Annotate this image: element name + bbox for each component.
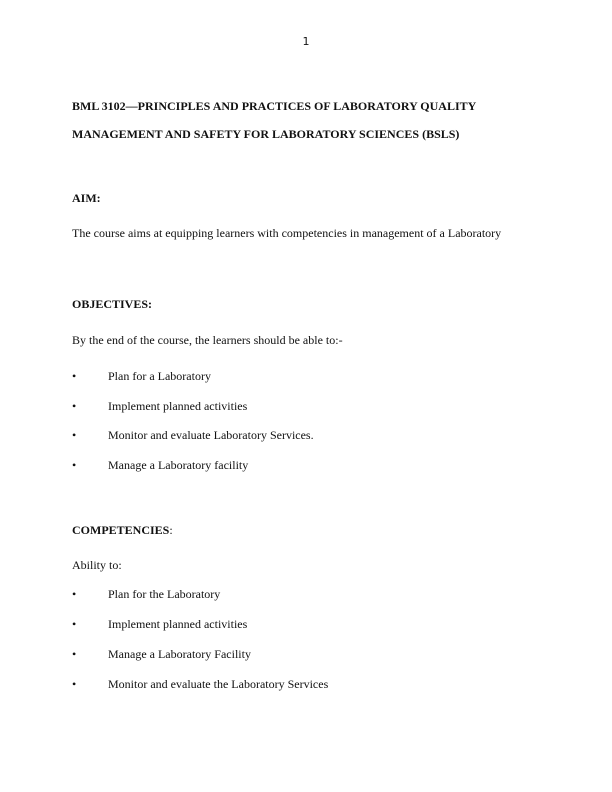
competencies-heading (72, 523, 173, 537)
page-number: 1 (302, 35, 310, 48)
list-item-text: Manage a Laboratory Facility (108, 647, 251, 661)
competencies-intro: Ability to: (72, 558, 122, 572)
list-item-text: Monitor and evaluate the Laboratory Services (108, 677, 329, 691)
title-line-1: BML 3102—PRINCIPLES AND PRACTICES OF LABORATORY QUALITY (72, 99, 477, 113)
competencies-colon: : (169, 523, 173, 537)
title-line-2: MANAGEMENT AND SAFETY FOR LABORATORY SCIENCES (BSLS) (72, 127, 460, 141)
bullet-icon: • (72, 399, 77, 413)
bullet-icon: • (72, 677, 77, 691)
bullet-icon: • (72, 369, 77, 383)
competencies-heading-text: COMPETENCIES (72, 523, 170, 537)
aim-text: The course aims at equipping learners with competencies in management of a Laboratory (72, 226, 502, 240)
list-item-text: Implement planned activities (108, 617, 248, 631)
bullet-icon: • (72, 617, 77, 631)
bullet-icon: • (72, 428, 77, 442)
list-item-text: Plan for the Laboratory (108, 587, 221, 601)
aim-heading: AIM: (72, 191, 101, 205)
list-item-text: Plan for a Laboratory (108, 369, 211, 383)
objectives-heading: OBJECTIVES: (72, 297, 153, 311)
objectives-intro: By the end of the course, the learners should be able to:- (72, 333, 343, 347)
list-item-text: Implement planned activities (108, 399, 248, 413)
bullet-icon: • (72, 647, 77, 661)
bullet-icon: • (72, 587, 77, 601)
list-item-text: Monitor and evaluate Laboratory Services. (108, 428, 314, 442)
list-item-text: Manage a Laboratory facility (108, 458, 249, 472)
bullet-icon: • (72, 458, 77, 472)
